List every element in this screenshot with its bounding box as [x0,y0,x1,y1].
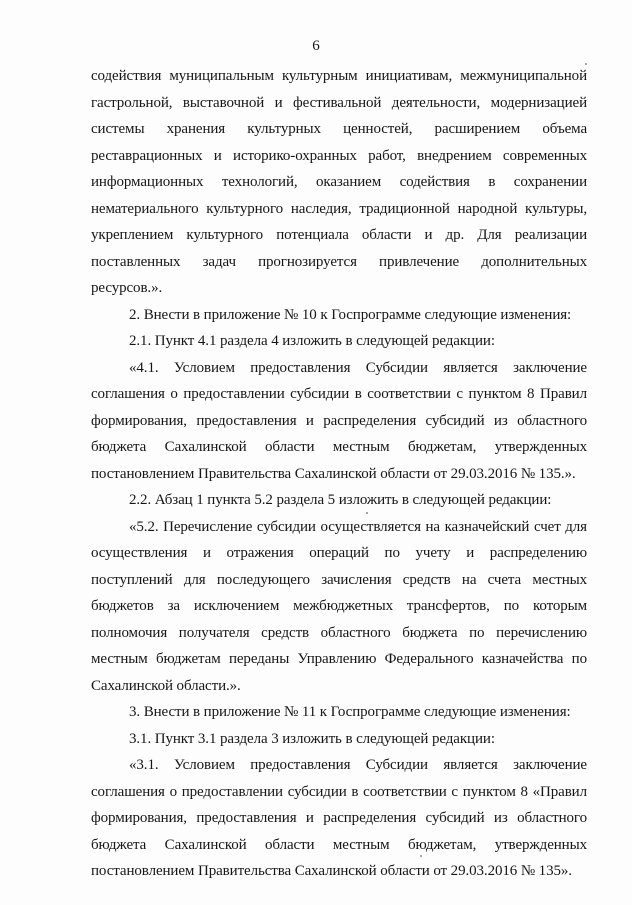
paragraph-quote-3-1: «3.1. Условием предоставления Субсидии является заключение соглашения о предоставлении субсидии в соответствии с пунктом 8 «Правил формирования, предоставления и распределения субсидий из областного бюджета Сахалинской области местным бюджетам, утвержденных постановлением Правительства Сахалинской области от 29.03.2016 № 135». [91,757,587,879]
paragraph-item-2-1: 2.1. Пункт 4.1 раздела 4 изложить в следующей редакции: [129,333,495,349]
scan-speck [366,512,368,514]
paragraph-item-2: 2. Внести в приложение № 10 к Госпрограмме следующие изменения: [129,306,572,323]
paragraph-item-2-2: 2.2. Абзац 1 пункта 5.2 раздела 5 изложить в следующей редакции: [129,492,552,508]
paragraph-quote-4-1: «4.1. Условием предоставления Субсидии является заключение соглашения о предоставлении субсидии в соответствии с пунктом 8 Правил формирования, предоставления и распределения субсидий из областного бюджета Сахалинской области местным бюджетам, утвержденных постановлением Правительства Сахалинской области от 29.03.2016 № 135.». [91,359,587,482]
paragraph-item-3-1: 3.1. Пункт 3.1 раздела 3 изложить в следующей редакции: [129,730,495,747]
page-number: 6 [312,38,320,54]
paragraph-continuation: содействия муниципальным культурным инициативам, межмуниципальной гастрольной, выставочной и фестивальной деятельности, модернизацией системы хранения культурных ценностей, расширением объема реставрационных и историко-охранных работ, внедрением современных информационных технологий, оказанием содействия в сохранении нематериального культурного наследия, традиционной народной культуры, укреплением культурного потенциала области и др. Для реализации поставленных задач прогнозируется привлечение дополнительных ресурсов.». [91,68,587,296]
paragraph-item-3: 3. Внести в приложение № 11 к Госпрограмме следующие изменения: [129,704,571,720]
document-body [91,63,587,885]
scan-speck [420,855,422,857]
scan-speck [585,63,587,65]
paragraph-quote-5-2: «5.2. Перечисление субсидии осуществляется на казначейский счет для осуществления и отражения операций по учету и распределению поступлений для последующего зачисления средств на счета местных бюджетов за исключением межбюджетных трансфертов, по которым полномочия получателя средств областного бюджета по перечислению местным бюджетам переданы Управлению Федерального казначейства по Сахалинской области.». [91,518,587,694]
